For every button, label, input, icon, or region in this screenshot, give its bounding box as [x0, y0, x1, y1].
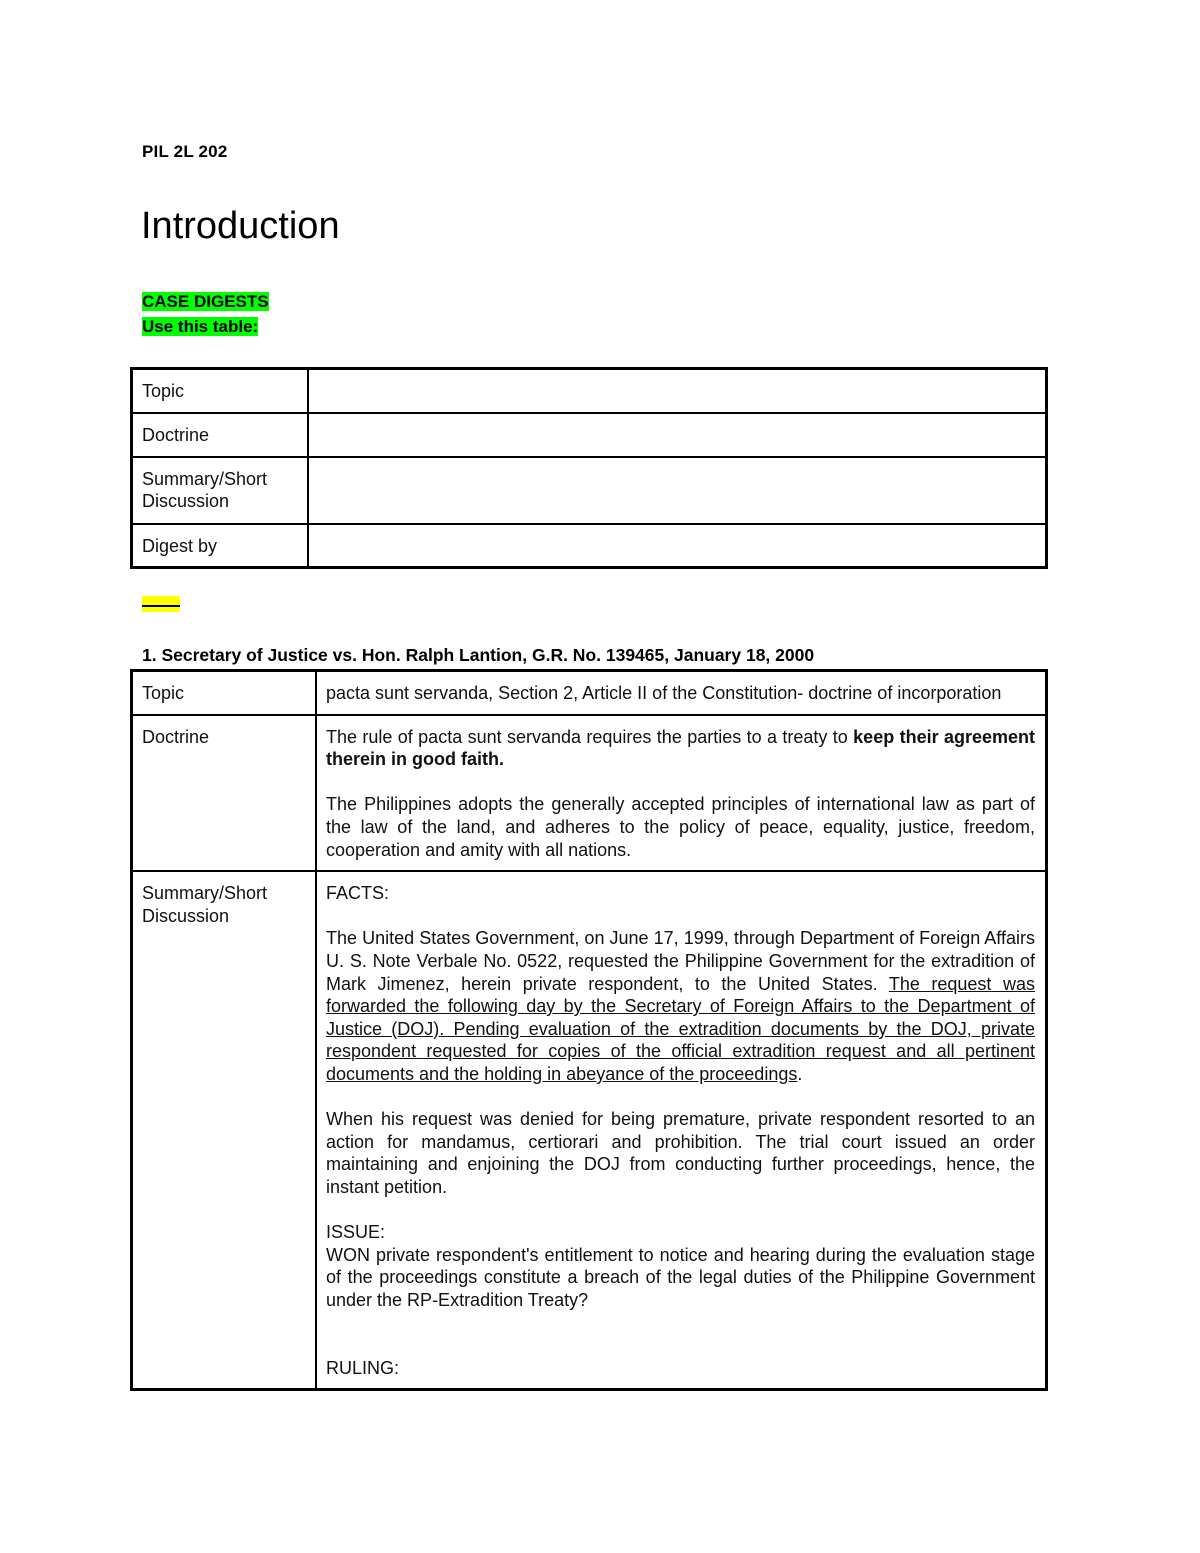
case-row-summary [132, 871, 1047, 1390]
use-table-label: Use this table: [142, 317, 259, 336]
template-summary-label [132, 457, 309, 524]
course-code: PIL 2L 202 [142, 142, 228, 161]
case-digest-table [130, 669, 1048, 1391]
page-title: Introduction [141, 205, 340, 247]
digest-template-table [130, 367, 1048, 569]
template-row-doctrine [132, 413, 1047, 457]
facts-p1-plain: The United States Government, on June 17, 1999, through Department of Foreign Affairs U. S. Note Verbale No. 0522, requested the Philippine Government for the extradition of Mark Jimenez, herein private respondent, to the United States. [326, 928, 1035, 994]
highlighted-separator [142, 596, 180, 612]
template-digest-by-label: Digest by [132, 524, 309, 568]
facts-paragraph-2: When his request was denied for being premature, private respondent resorted to an action for mandamus, certiorari and prohibition. The trial court issued an order maintaining and enjoining the DOJ from conducting further proceedings, hence, the instant petition. [326, 1109, 1035, 1197]
ruling-heading: RULING: [326, 1357, 400, 1378]
template-topic-label: Topic [132, 369, 309, 413]
facts-heading: FACTS: [326, 883, 390, 904]
doctrine-p1-bold: keep their agreement therein in good faith. [326, 726, 1035, 770]
case-summary-label-line1: Summary/Short [142, 883, 268, 904]
instructions-block [142, 289, 269, 339]
doctrine-p1-plain: The rule of pacta sunt servanda requires the parties to a treaty to [326, 726, 854, 747]
facts-p1-end: . [797, 1063, 803, 1084]
case-topic-label: Topic [132, 671, 317, 715]
case-doctrine-text [316, 715, 1047, 872]
issue-heading: ISSUE: [326, 1222, 386, 1243]
case-topic-text: pacta sunt servanda, Section 2, Article II of the Constitution- doctrine of incorporation [316, 671, 1047, 715]
template-digest-by-value [308, 524, 1047, 568]
case-row-topic [132, 671, 1047, 715]
facts-paragraph-1 [326, 927, 1035, 1085]
case-summary-label-line2: Discussion [142, 905, 230, 926]
case-row-doctrine [132, 715, 1047, 872]
template-summary-label-line1: Summary/Short [142, 468, 268, 489]
template-summary-label-line2: Discussion [142, 490, 230, 511]
doctrine-paragraph-1 [326, 726, 1035, 771]
template-doctrine-label: Doctrine [132, 413, 309, 457]
issue-text: WON private respondent's entitlement to notice and hearing during the evaluation stage of the proceedings constitute a breach of the legal duties of the Philippine Government under the RP-Extradition Treaty? [326, 1244, 1035, 1310]
template-row-digest-by [132, 524, 1047, 568]
template-row-topic [132, 369, 1047, 413]
case-title: 1. Secretary of Justice vs. Hon. Ralph Lantion, G.R. No. 139465, January 18, 2000 [142, 645, 815, 665]
facts-p1-underlined: The request was forwarded the following day by the Secretary of Foreign Affairs to the Department of Justice (DOJ). Pending evaluation of the extradition documents by the DOJ, private respondent requested for copies of the official extradition request and all pertinent documents and the holding in abeyance of the proceedings [326, 973, 1035, 1084]
doctrine-paragraph-2: The Philippines adopts the generally accepted principles of international law as part of the law of the land, and adheres to the policy of peace, equality, justice, freedom, cooperation and amity with all nations. [326, 794, 1035, 860]
case-summary-label [132, 871, 317, 1390]
template-summary-value [308, 457, 1047, 524]
case-summary-text [316, 871, 1047, 1390]
case-digests-label: CASE DIGESTS [142, 292, 269, 311]
template-topic-value [308, 369, 1047, 413]
template-row-summary [132, 457, 1047, 524]
case-doctrine-label: Doctrine [132, 715, 317, 872]
template-doctrine-value [308, 413, 1047, 457]
